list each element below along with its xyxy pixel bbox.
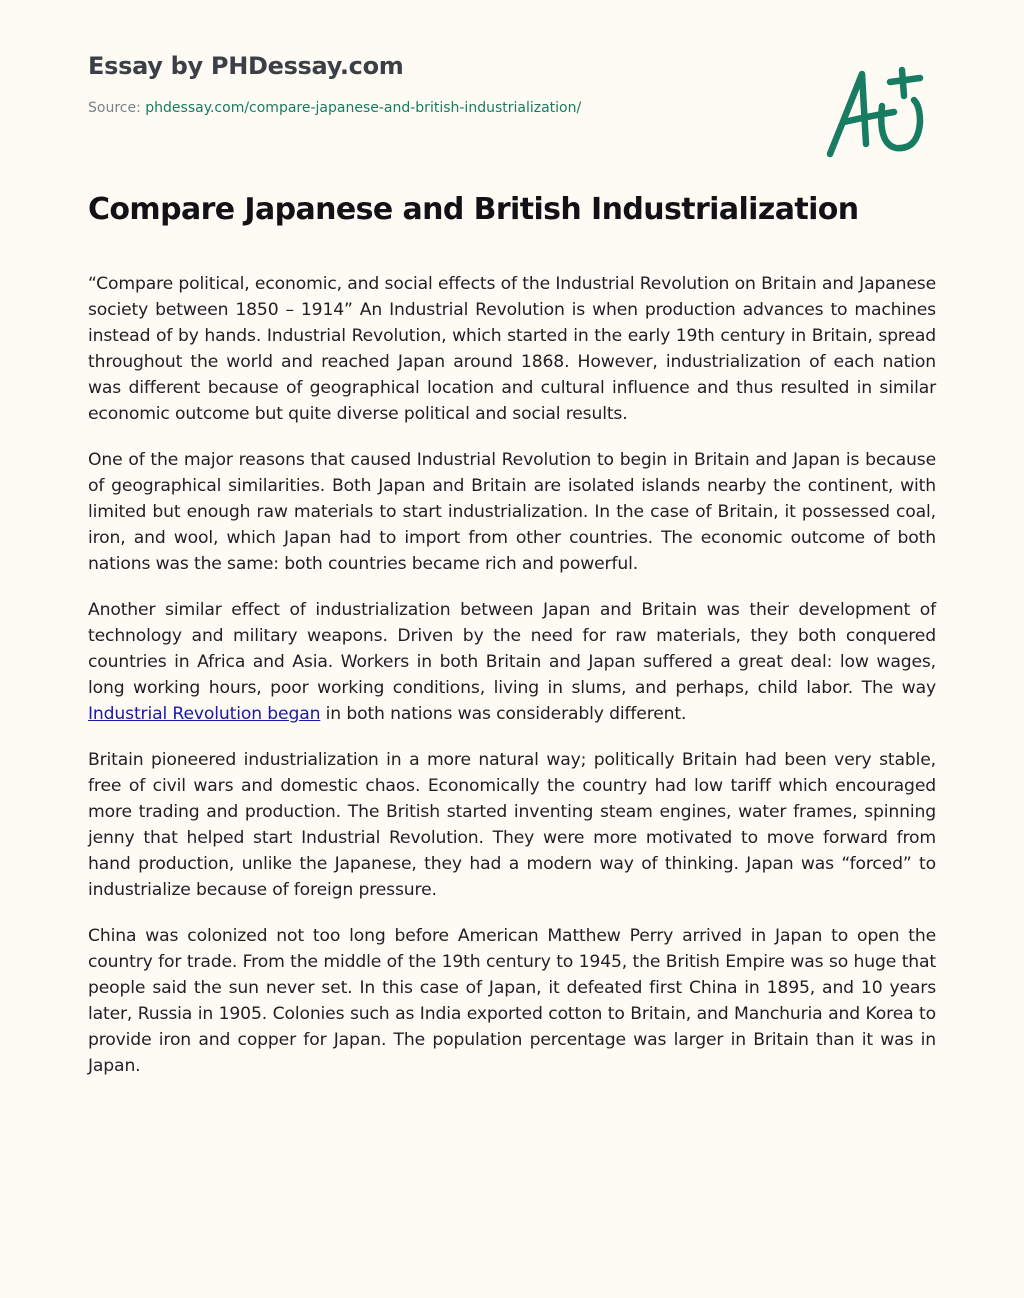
a-plus-grade-icon (820, 62, 932, 162)
essay-body (88, 271, 936, 1099)
industrial-revolution-began-link[interactable]: Industrial Revolution began (88, 704, 321, 724)
site-header (88, 48, 788, 118)
paragraph-1: “Compare political, economic, and social effects of the Industrial Revolution on Britain and Japanese society between 1850 – 1914” An Industrial Revolution is when production advances to machines instead of by hands. Industrial Revolution, which started in the early 19th century in Britain, spread throughout the world and reached Japan around 1868. However, industrialization of each nation was different because of geographical location and cultural influence and thus resulted in similar economic outcome but quite diverse political and social results. (88, 274, 936, 424)
site-title: Essay by PHDessay.com (88, 52, 404, 80)
essay-title: Compare Japanese and British Industrialization (88, 192, 859, 227)
paragraph-2: One of the major reasons that caused Industrial Revolution to begin in Britain and Japan is because of geographical similarities. Both Japan and Britain are isolated islands nearby the continent, with limited but enough raw materials to start industrialization. In the case of Britain, it possessed coal, iron, and wool, which Japan had to import from other countries. The economic outcome of both nations was the same: both countries became rich and powerful. (88, 450, 936, 574)
source-line (88, 98, 788, 118)
paragraph-3 (88, 597, 936, 727)
source-label: Source: (88, 100, 141, 116)
paragraph-3-text-after: in both nations was considerably different. (320, 704, 687, 724)
source-link[interactable]: phdessay.com/compare-japanese-and-british-industrialization/ (145, 100, 582, 116)
paragraph-5: China was colonized not too long before American Matthew Perry arrived in Japan to open the country for trade. From the middle of the 19th century to 1945, the British Empire was so huge that people said the sun never set. In this case of Japan, it defeated first China in 1895, and 10 years later, Russia in 1905. Colonies such as India exported cotton to Britain, and Manchuria and Korea to provide iron and copper for Japan. The population percentage was larger in Britain than it was in Japan. (88, 926, 936, 1076)
paragraph-4: Britain pioneered industrialization in a more natural way; politically Britain had been very stable, free of civil wars and domestic chaos. Economically the country had low tariff which encouraged more trading and production. The British started inventing steam engines, water frames, spinning jenny that helped start Industrial Revolution. They were more motivated to move forward from hand production, unlike the Japanese, they had a modern way of thinking. Japan was “forced” to industrialize because of foreign pressure. (88, 750, 936, 900)
paragraph-3-text-before: Another similar effect of industrialization between Japan and Britain was their development of technology and military weapons. Driven by the need for raw materials, they both conquered countries in Africa and Asia. Workers in both Britain and Japan suffered a great deal: low wages, long working hours, poor working conditions, living in slums, and perhaps, child labor. The way (88, 600, 936, 698)
